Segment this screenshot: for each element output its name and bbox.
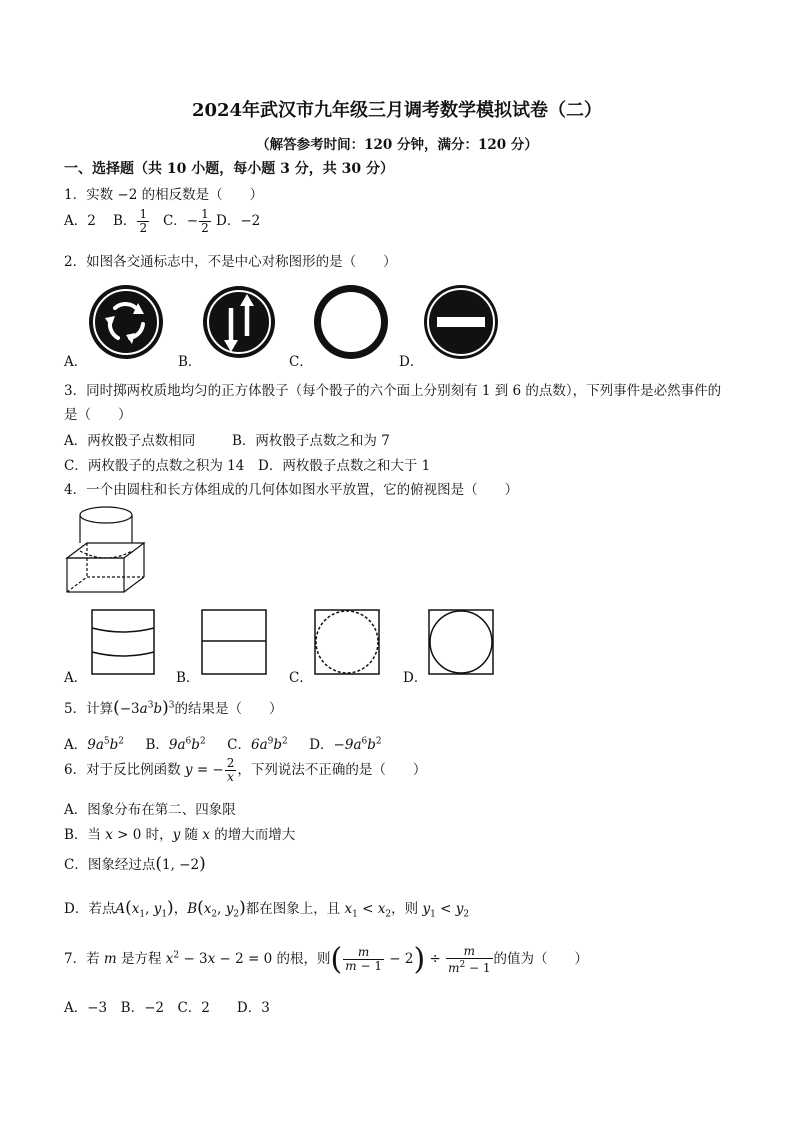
q4-option-a[interactable]: A． [64, 670, 88, 686]
section-heading: 一、选择题（共 10 小题，每小题 3 分，共 30 分） [64, 161, 394, 177]
q4-option-a-view [90, 608, 156, 676]
q1-stem: 1．实数 −2 的相反数是（ ） [64, 187, 264, 203]
q3-option-b[interactable]: B．两枚骰子点数之和为 7 [232, 433, 390, 449]
q6-fraction: $\frac{2}{x}$ [226, 756, 235, 784]
q5-stem: 5．计算$(-3a^3b)^3$的结果是（ ） [64, 698, 283, 718]
q2-sign-b-two-way-arrows-icon [202, 284, 276, 360]
q4-option-b-view [200, 608, 268, 676]
q2-option-a[interactable]: A． [64, 354, 88, 370]
q4-option-b[interactable]: B． [176, 670, 200, 686]
q5-option-b[interactable]: B．$9a^6b^2$ [145, 736, 206, 753]
q5-options [64, 733, 382, 753]
q1-option-d[interactable]: D．−2 [216, 213, 261, 229]
q1-option-b[interactable]: B． $\frac{1}{2}$ [113, 207, 148, 235]
page-subtitle: （解答参考时间：120 分钟，满分：120 分） [256, 137, 538, 153]
page-title: 2024年武汉市九年级三月调考数学模拟试卷（二） [191, 100, 603, 121]
q3-stem-line1: 3．同时掷两枚质地均匀的正方体骰子（每个骰子的六个面上分别刻有 1 到 6 的点数），下列事件是必然事件的 [64, 383, 722, 399]
q2-option-c[interactable]: C． [289, 354, 313, 370]
q2-option-b[interactable]: B． [178, 354, 202, 370]
q3-option-c[interactable]: C．两枚骰子的点数之积为 14 [64, 458, 245, 474]
q4-option-c[interactable]: C． [289, 670, 313, 686]
q6-option-d[interactable]: D．若点$A(x_1$, $y_1$)，$B(x_2$, $y_2$)都在图象上，且 $x_1 < x_2$，则 $y_1 < y_2$ [64, 898, 470, 920]
q5-option-d[interactable]: D．$-9a^6b^2$ [309, 736, 382, 753]
q5-expression: ( [113, 698, 120, 718]
q1-option-a[interactable]: A．2 [64, 213, 96, 229]
q2-sign-a-roundabout-icon [88, 284, 164, 360]
q4-solid-figure [64, 503, 158, 595]
q7-fraction-1: $\frac{m}{m - 1}$ [345, 945, 382, 973]
q6-option-c[interactable]: C．图象经过点(1, −2) [64, 854, 206, 874]
q5-option-a[interactable]: A．$9a^5b^2$ [64, 736, 125, 753]
q1-options [64, 208, 260, 235]
q7-options[interactable]: A．−3 B．−2 C．2 D．3 [64, 1000, 270, 1016]
q1-b-fraction: $\frac{1}{2}$ [139, 207, 148, 235]
q6-option-b[interactable]: B．当 x > 0 时，y 随 x 的增大而增大 [64, 827, 296, 843]
q4-stem: 4．一个由圆柱和长方体组成的几何体如图水平放置，它的俯视图是（ ） [64, 482, 519, 498]
q5-option-c[interactable]: C．$6a^9b^2$ [227, 736, 288, 753]
q7-stem: 7．若 m 是方程 $x^2 - 3x - 2 = 0$ 的根，则( $\frac{m}{m - 1}$ − 2) ÷ $\frac{m}{m^2 - 1}$ 的值为（ ） [64, 942, 589, 977]
q2-stem: 2．如图各交通标志中，不是中心对称图形的是（ ） [64, 254, 397, 270]
q2-option-d[interactable]: D． [399, 354, 424, 370]
q3-stem-line2: 是（ ） [64, 407, 132, 423]
q3-option-a[interactable]: A．两枚骰子点数相同 [64, 433, 196, 449]
q2-sign-d-no-entry-icon [423, 284, 499, 360]
q2-sign-c-ring-icon [313, 284, 389, 360]
q4-option-d[interactable]: D． [403, 670, 428, 686]
q1-c-fraction: $\frac{1}{2}$ [201, 207, 209, 235]
q4-option-d-view [427, 608, 495, 676]
q6-stem: 6．对于反比例函数 y = − $\frac{2}{x}$ ，下列说法不正确的是（ ） [64, 756, 427, 784]
q1-option-c[interactable]: C．− $\frac{1}{2}$ [162, 207, 209, 235]
q3-option-d[interactable]: D．两枚骰子点数之和大于 1 [258, 458, 431, 474]
q6-option-a[interactable]: A．图象分布在第二、四象限 [64, 802, 236, 818]
q4-option-c-view [313, 608, 381, 676]
q7-fraction-2: $\frac{m}{m^2 - 1}$ [448, 943, 491, 975]
